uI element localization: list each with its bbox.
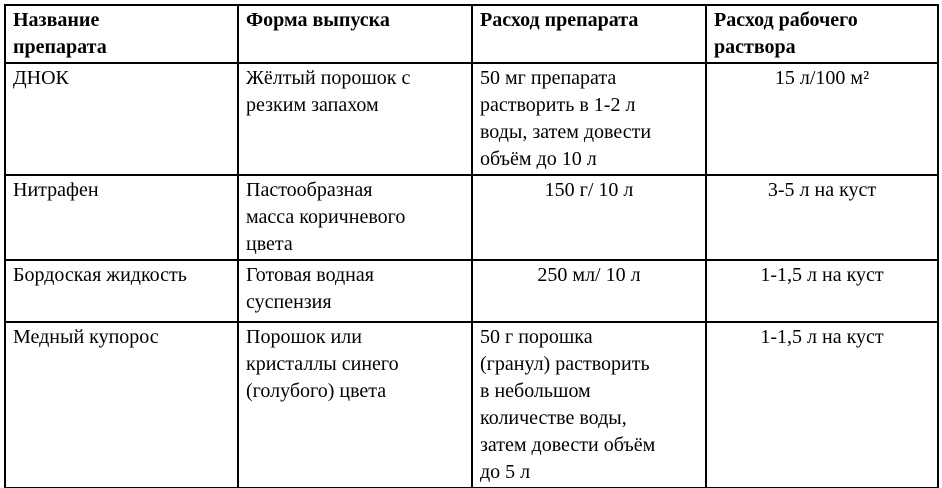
header-preparation-name-label: Название препарата [13, 9, 107, 58]
cell-preparation-name: Бордоская жидкость [5, 260, 238, 322]
header-preparation-rate-label: Расход препарата [480, 9, 639, 31]
header-preparation-name [5, 5, 238, 63]
table-row [5, 175, 938, 260]
cell-solution-rate: 1-1,5 л на куст [706, 322, 938, 488]
cell-solution-rate: 1-1,5 л на куст [706, 260, 938, 322]
cell-preparation-rate: 250 мл/ 10 л [472, 260, 706, 322]
cell-solution-rate: 3-5 л на куст [706, 175, 938, 260]
table-row [5, 260, 938, 322]
cell-preparation-name: Медный купорос [5, 322, 238, 488]
header-release-form [238, 5, 472, 63]
preparation-table [4, 4, 939, 488]
cell-release-form [238, 260, 472, 322]
table-row [5, 322, 938, 488]
table-row [5, 63, 938, 175]
cell-release-form [238, 322, 472, 488]
cell-preparation-rate: 150 г/ 10 л [472, 175, 706, 260]
cell-release-form-text: Жёлтый порошок с резким запахом [246, 67, 411, 116]
header-solution-rate-label: Расход рабочего раствора [714, 9, 858, 58]
header-solution-rate [706, 5, 938, 63]
cell-solution-rate: 15 л/100 м² [706, 63, 938, 175]
cell-preparation-rate-text: 50 мг препарата растворить в 1-2 л воды, затем довести объём до 10 л [480, 67, 652, 170]
cell-preparation-name: Нитрафен [5, 175, 238, 260]
cell-release-form-text: Пастообразная масса коричневого цвета [246, 179, 406, 255]
header-preparation-rate [472, 5, 706, 63]
cell-release-form-text: Готовая водная суспензия [246, 264, 374, 313]
cell-preparation-rate [472, 63, 706, 175]
cell-preparation-rate-text: 50 г порошка (гранул) растворить в небольшом количестве воды, затем довести объём до 5 л [480, 326, 656, 483]
cell-release-form-text: Порошок или кристаллы синего (голубого) цвета [246, 326, 399, 402]
cell-preparation-name: ДНОК [5, 63, 238, 175]
header-release-form-label: Форма выпуска [246, 9, 390, 31]
cell-preparation-rate [472, 322, 706, 488]
table-header-row [5, 5, 938, 63]
cell-release-form [238, 175, 472, 260]
cell-release-form [238, 63, 472, 175]
